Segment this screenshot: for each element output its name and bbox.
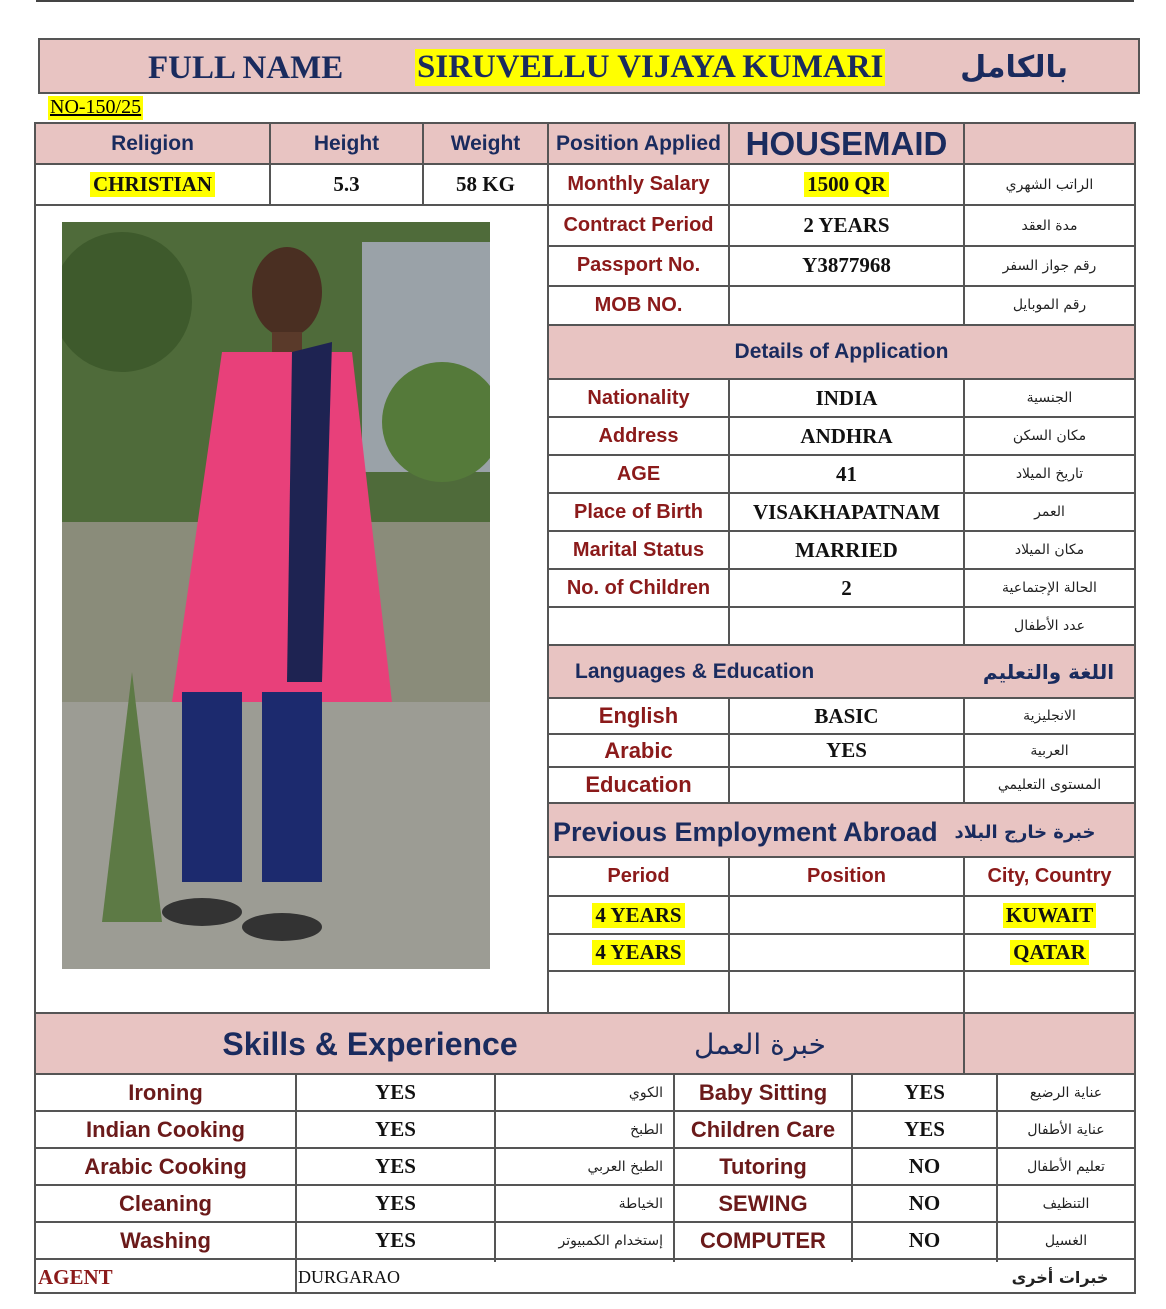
weight-value: 58 KG <box>456 172 515 196</box>
detail-arabic: تاريخ الميلاد <box>1015 466 1084 482</box>
skill-value: YES <box>904 1080 945 1104</box>
row-line <box>547 970 1136 972</box>
employment-city-text: QATAR <box>1010 940 1089 965</box>
position-label: Position Applied <box>556 132 721 155</box>
employment-title: Previous Employment Abroad <box>553 816 938 847</box>
agent-label: AGENT <box>38 1264 113 1289</box>
skill-arabic: الطبخ <box>630 1121 663 1138</box>
frame-bottom <box>34 1292 1136 1294</box>
religion-text: CHRISTIAN <box>90 172 215 197</box>
skill-value: YES <box>375 1154 416 1178</box>
language-label: Arabic <box>604 737 673 763</box>
skill-label: Baby Sitting <box>698 1079 828 1105</box>
details-title: Details of Application <box>734 340 949 363</box>
position-value: HOUSEMAID <box>745 125 948 162</box>
contract-arabic: الراتب الشهري <box>1005 176 1094 193</box>
skill-value: YES <box>904 1117 945 1141</box>
detail-label: Nationality <box>587 386 690 409</box>
language-label: English <box>598 703 679 728</box>
contract-value <box>730 165 963 204</box>
language-arabic: العربية <box>1030 742 1069 759</box>
employment-row-city <box>965 935 1134 970</box>
employment-city-text: KUWAIT <box>1003 903 1097 928</box>
language-arabic: المستوى التعليمي <box>997 777 1102 793</box>
detail-value: INDIA <box>815 385 878 410</box>
height-label: Height <box>313 132 380 155</box>
contract-value-text: 2 YEARS <box>803 213 890 237</box>
contract-label: Passport No. <box>576 254 701 276</box>
detail-value: MARRIED <box>795 537 898 562</box>
skill-label: Ironing <box>128 1079 203 1105</box>
languages-title: Languages & Education <box>575 660 815 683</box>
col-line <box>295 1260 297 1293</box>
full-name-arabic: بالكامل <box>960 50 1068 85</box>
skill-arabic: التنظيف <box>1042 1195 1090 1212</box>
detail-label: Marital Status <box>572 538 705 561</box>
skill-arabic: تعليم الأطفال <box>1027 1158 1105 1175</box>
detail-arabic: عدد الأطفال <box>1014 618 1085 634</box>
candidate-photo-image <box>62 222 490 969</box>
skill-arabic: عناية الأطفال <box>1027 1121 1105 1138</box>
skill-label: COMPUTER <box>700 1227 826 1253</box>
skill-arabic: الطبخ العربي <box>587 1158 663 1175</box>
detail-value: 41 <box>836 461 857 486</box>
contract-label: Contract Period <box>563 214 714 236</box>
detail-label: Address <box>598 424 679 447</box>
skill-value: YES <box>375 1191 416 1215</box>
row-line <box>547 802 1136 804</box>
detail-arabic: مكان الميلاد <box>1014 542 1085 558</box>
detail-arabic: مكان السكن <box>1012 428 1087 444</box>
contract-arabic: رقم جواز السفر <box>1002 257 1097 274</box>
detail-arabic: العمر <box>1034 504 1065 520</box>
contract-arabic: رقم الموبايل <box>1012 297 1087 313</box>
contract-value <box>730 206 963 245</box>
skill-arabic: الغسيل <box>1044 1232 1088 1249</box>
full-name-value: SIRUVELLU VIJAYA KUMARI <box>417 49 884 85</box>
skill-label: Cleaning <box>119 1190 212 1216</box>
skill-value: NO <box>908 1228 941 1252</box>
other-experience-arabic: خبرات أخرى <box>1011 1267 1109 1287</box>
weight-label: Weight <box>450 132 521 155</box>
detail-value: 2 <box>841 575 852 600</box>
employment-row-city <box>965 897 1134 933</box>
language-value: YES <box>826 738 867 762</box>
skill-value: NO <box>908 1191 941 1215</box>
employment-row-position <box>730 935 963 970</box>
reference-number: NO-150/25 <box>50 96 142 118</box>
contract-value <box>730 286 963 324</box>
skill-arabic: إستخدام الكمبيوتر <box>558 1232 663 1249</box>
frame-right <box>1134 122 1136 1294</box>
employment-row-period <box>549 935 728 970</box>
skill-label: Washing <box>120 1227 211 1253</box>
row-line <box>34 204 548 206</box>
contract-value-text: 1500 QR <box>804 172 889 197</box>
skill-label: Tutoring <box>719 1153 807 1179</box>
agent-value: DURGARAO <box>298 1266 401 1287</box>
detail-label: No. of Children <box>566 576 711 599</box>
full-name-label: FULL NAME <box>148 50 344 86</box>
detail-arabic: الحالة الإجتماعية <box>1002 580 1097 596</box>
religion-label: Religion <box>111 132 194 155</box>
skill-value: YES <box>375 1117 416 1141</box>
detail-label: AGE <box>616 462 661 485</box>
skills-title-arabic: خبرة العمل <box>694 1028 826 1061</box>
skill-arabic: عناية الرضيع <box>1029 1084 1103 1101</box>
employment-header-position: Position <box>807 865 886 887</box>
height-value: 5.3 <box>333 172 360 196</box>
contract-value-text: Y3877968 <box>802 253 891 277</box>
language-label: Education <box>585 772 692 797</box>
skills-title: Skills & Experience <box>222 1026 518 1062</box>
employment-row-position <box>730 897 963 933</box>
detail-label <box>549 608 728 644</box>
language-arabic: الانجليزية <box>1023 708 1076 724</box>
language-value <box>730 768 963 802</box>
skill-label: Indian Cooking <box>86 1116 245 1142</box>
contract-label: Monthly Salary <box>567 173 710 195</box>
candidate-photo <box>62 222 490 969</box>
top-border <box>36 0 1134 2</box>
employment-header-period: Period <box>607 865 670 887</box>
skill-value: NO <box>908 1154 941 1178</box>
col-line <box>963 1012 965 1074</box>
employment-title-arabic: خبرة خارج البلاد <box>954 821 1096 843</box>
skill-arabic: الخياطة <box>618 1195 663 1212</box>
contract-label: MOB NO. <box>594 293 683 316</box>
detail-label: Place of Birth <box>574 500 703 523</box>
languages-title-arabic: اللغة والتعليم <box>982 660 1115 684</box>
skill-value: YES <box>375 1228 416 1252</box>
detail-value: ANDHRA <box>800 423 893 448</box>
skill-label: Children Care <box>690 1116 836 1142</box>
contract-value <box>730 246 963 285</box>
employment-header-city: City, Country <box>987 865 1112 887</box>
skill-label: SEWING <box>718 1190 808 1216</box>
detail-arabic: الجنسية <box>1026 390 1073 406</box>
full-name-bar <box>38 38 1140 94</box>
employment-row-period <box>549 897 728 933</box>
detail-value <box>730 608 963 644</box>
skill-label: Arabic Cooking <box>84 1153 247 1179</box>
language-value: BASIC <box>814 703 879 728</box>
row-line <box>34 1258 1136 1260</box>
contract-arabic: مدة العقد <box>1021 217 1078 234</box>
skill-arabic: الكوي <box>628 1084 663 1101</box>
employment-period-text: 4 YEARS <box>592 940 684 965</box>
skill-value: YES <box>375 1080 416 1104</box>
employment-period-text: 4 YEARS <box>592 903 684 928</box>
detail-value: VISAKHAPATNAM <box>752 499 941 524</box>
religion-value <box>36 165 269 204</box>
